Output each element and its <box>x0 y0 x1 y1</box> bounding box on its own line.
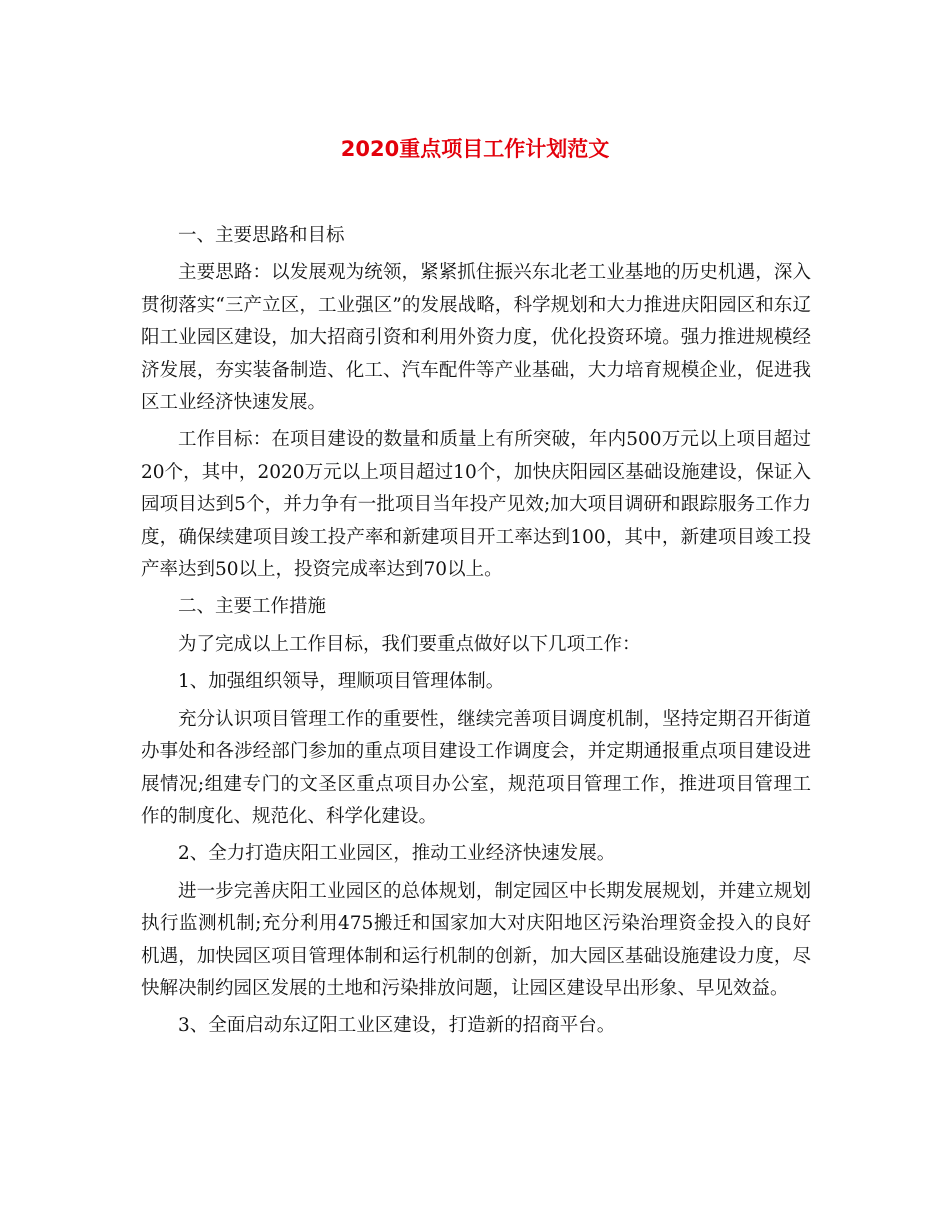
item-heading-1: 1、加强组织领导，理顺项目管理体制。 <box>178 671 505 693</box>
paragraph-main-idea: 主要思路：以发展观为统领，紧紧抓住振兴东北老工业基地的历史机遇，深入贯彻落实“三产立区，工业强区”的发展战略，科学规划和大力推进庆阳园区和东辽阳工业园区建设，加大招商引资和利用外资力度，优化投资环境。强力推进规模经济发展，夯实装备制造、化工、汽车配件等产业基础，大力培育规模企业，促进我区工业经济快速发展。 <box>141 262 811 414</box>
paragraph-work-goals: 工作目标：在项目建设的数量和质量上有所突破，年内500万元以上项目超过20个，其中，2020万元以上项目超过10个，加快庆阳园区基础设施建设，保证入园项目达到5个，并力争有一批项目当年投产见效;加大项目调研和跟踪服务工作力度，确保续建项目竣工投产率和新建项目开工率达到100，其中，新建项目竣工投产率达到50以上，投资完成率达到70以上。 <box>141 429 811 581</box>
section-heading-2: 二、主要工作措施 <box>178 596 327 618</box>
document-title: 2020重点项目工作计划范文 <box>340 137 610 161</box>
item-heading-2: 2、全力打造庆阳工业园区，推动工业经济快速发展。 <box>178 843 616 865</box>
item-heading-3: 3、全面启动东辽阳工业区建设，打造新的招商平台。 <box>178 1015 616 1037</box>
paragraph-item-1: 充分认识项目管理工作的重要性，继续完善项目调度机制，坚持定期召开街道办事处和各涉经部门参加的重点项目建设工作调度会，并定期通报重点项目建设进展情况;组建专门的文圣区重点项目办公室，规范项目管理工作，推进项目管理工作的制度化、规范化、科学化建设。 <box>141 708 811 827</box>
section-heading-1: 一、主要思路和目标 <box>178 225 345 246</box>
document-body <box>141 220 811 1043</box>
paragraph-intro: 为了完成以上工作目标，我们要重点做好以下几项工作： <box>178 633 641 655</box>
paragraph-item-2: 进一步完善庆阳工业园区的总体规划，制定园区中长期发展规划，并建立规划执行监测机制;充分利用475搬迁和国家加大对庆阳地区污染治理资金投入的良好机遇，加快园区项目管理体制和运行机制的创新，加大园区基础设施建设力度，尽快解决制约园区发展的土地和污染排放问题，让园区建设早出形象、早见效益。 <box>141 880 811 999</box>
